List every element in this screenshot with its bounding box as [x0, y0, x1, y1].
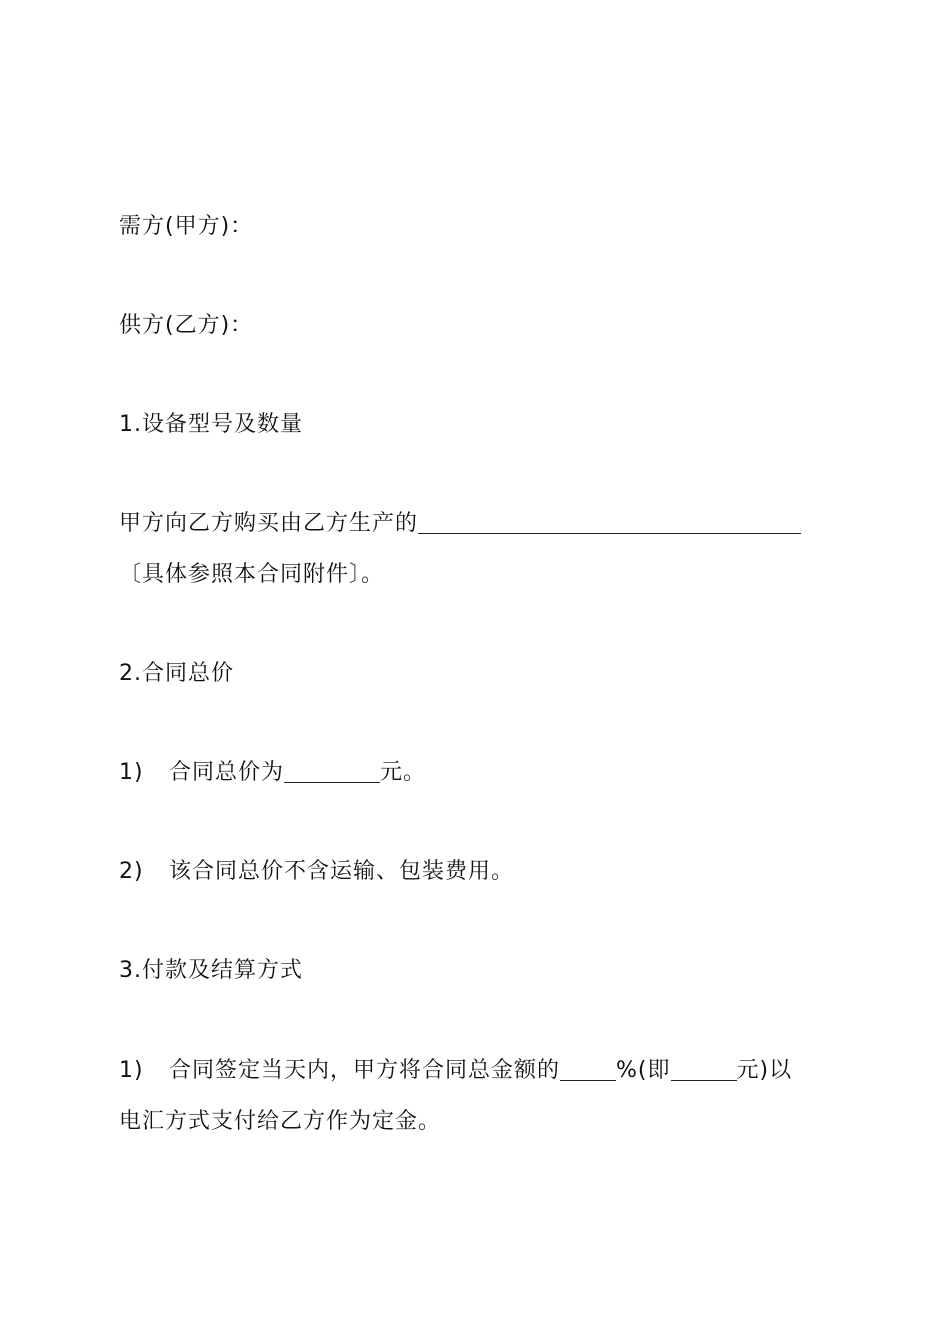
demand-party-label: 需方(甲方)：	[119, 214, 254, 239]
supply-party-label: 供方(乙方)：	[119, 313, 254, 338]
item-number: 2)	[119, 859, 144, 884]
section1-paragraph-line2: 〔具体参照本合同附件〕。	[119, 562, 385, 587]
item-number: 1)	[119, 760, 144, 785]
section3-item1-line1	[119, 1056, 834, 1086]
item-text: 合同总价为	[169, 760, 285, 785]
item-text: 该合同总价不含运输、包装费用。	[169, 859, 515, 884]
item-text: 元。	[380, 760, 427, 785]
item-number: 1)	[119, 1058, 144, 1083]
total-price-blank	[284, 760, 380, 783]
item-text: 元)以	[736, 1058, 793, 1083]
equipment-blank	[418, 511, 801, 534]
section3-item1-line2: 电汇方式支付给乙方作为定金。	[119, 1109, 442, 1134]
item-text: 合同签定当天内，甲方将合同总金额的	[169, 1058, 561, 1083]
section2-item2	[119, 857, 834, 887]
percent-blank	[560, 1058, 616, 1081]
section2-item1	[119, 758, 834, 788]
section3-heading: 3.付款及结算方式	[119, 958, 303, 983]
section1-paragraph-line1	[119, 509, 834, 539]
section1-heading: 1.设备型号及数量	[119, 412, 303, 437]
section1-text: 甲方向乙方购买由乙方生产的	[119, 511, 419, 536]
section2-heading: 2.合同总价	[119, 661, 234, 686]
deposit-amount-blank	[671, 1058, 737, 1081]
item-text: %(即	[616, 1058, 671, 1083]
